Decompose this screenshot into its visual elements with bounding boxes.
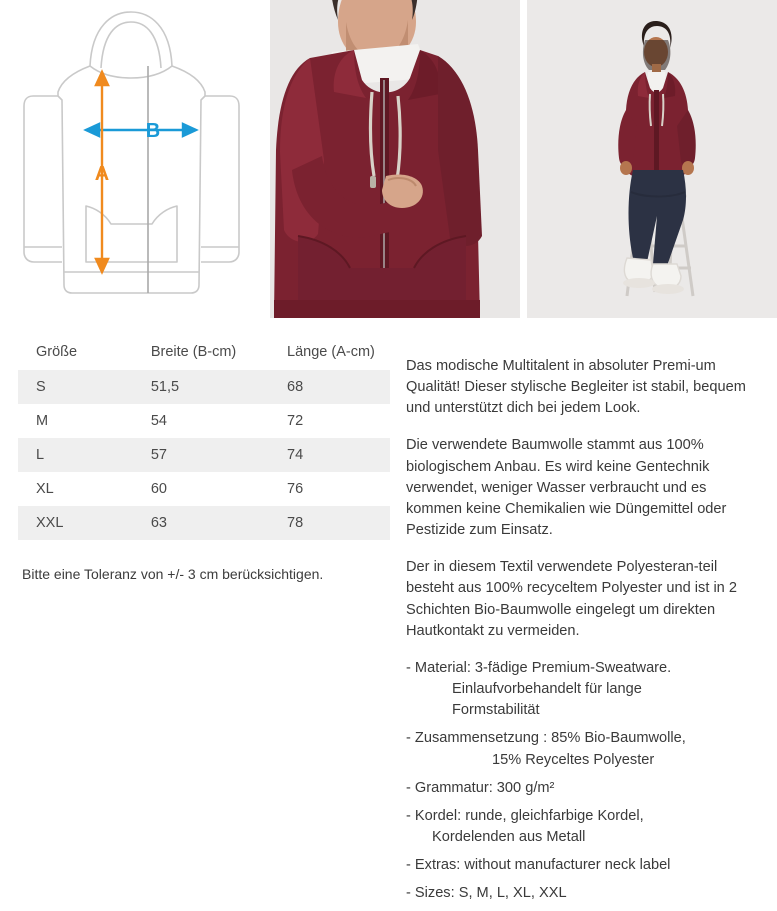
hoodie-measurement-diagram [0, 0, 263, 318]
size-table-body [18, 370, 390, 540]
cell-laenge: 74 [287, 447, 304, 463]
spec-item-extras [406, 855, 753, 876]
spec-line: - Material: 3-fädige Premium-Sweatware. [406, 659, 672, 676]
spec-line-cont: 15% Reyceltes Polyester [492, 751, 655, 768]
cell-size: S [36, 379, 46, 395]
table-row [18, 370, 390, 404]
spec-line: - Zusammensetzung : 85% Bio-Baumwolle, [406, 730, 686, 747]
cell-size: M [36, 413, 49, 429]
cell-breite: 63 [150, 515, 167, 531]
description-paragraph-1: Das modische Multitalent in absoluter Premi-um Qualität! Dieser stylische Begleiter ist stabil, bequem und unterstützt dich bei jedem Look. [406, 358, 746, 417]
table-row [18, 404, 390, 438]
spec-line: - Sizes: S, M, L, XL, XXL [406, 885, 567, 902]
product-details-section [0, 318, 777, 911]
table-row [18, 472, 390, 506]
spec-item-composition [406, 728, 753, 770]
product-photo-fullbody [527, 0, 777, 318]
spec-item-cord [406, 806, 753, 848]
spec-line: - Kordel: runde, gleichfarbige Kordel, [406, 807, 644, 824]
header-breite: Breite (B-cm) [133, 340, 269, 370]
cell-breite: 51,5 [150, 379, 180, 395]
size-table-column [0, 318, 390, 911]
description-paragraph-2: Die verwendete Baumwolle stammt aus 100% biologischem Anbau. Es wird keine Gentechnik verwendet, weniger Wasser verbraucht und es kommen keine Chemikalien wie Düngemittel oder Pestizide zum Einsatz. [406, 437, 727, 539]
cell-laenge: 76 [287, 481, 304, 497]
photo1-illustration [270, 0, 520, 318]
cell-size: XL [36, 481, 54, 497]
photo2-illustration [527, 0, 777, 318]
spec-line-cont: Kordelenden aus Metall [432, 828, 586, 845]
table-row [18, 506, 390, 540]
cell-size: XXL [36, 515, 64, 531]
cell-laenge: 72 [287, 413, 304, 429]
cell-breite: 54 [150, 413, 167, 429]
label-a: A [94, 163, 110, 185]
spec-line-cont: Einlaufvorbehandelt für lange [452, 681, 642, 698]
label-b: B [145, 120, 161, 142]
cell-size: L [36, 447, 45, 463]
header-laenge: Länge (A-cm) [269, 340, 390, 370]
cell-laenge: 68 [287, 379, 304, 395]
size-table [18, 340, 390, 540]
description-column [390, 318, 777, 911]
product-photo-closeup [270, 0, 520, 318]
product-image-strip [0, 0, 777, 318]
spec-item-sizes [406, 883, 753, 904]
size-table-head [18, 340, 390, 370]
tolerance-note: Bitte eine Toleranz von +/- 3 cm berücksichtigen. [22, 566, 324, 582]
description-paragraph-3: Der in diesem Textil verwendete Polyesteran-teil besteht aus 100% recyceltem Polyester und ist in 2 Schichten Bio-Baumwolle eingelegt um direkten Hautkontakt zu vermeiden. [406, 559, 737, 639]
spec-item-weight [406, 778, 753, 799]
cell-laenge: 78 [287, 515, 304, 531]
cell-breite: 57 [150, 447, 167, 463]
spec-item-material [406, 658, 753, 721]
table-row [18, 438, 390, 472]
technical-drawing-panel [0, 0, 263, 318]
table-header-row [18, 340, 390, 370]
header-size: Größe [18, 340, 133, 370]
spec-line: - Grammatur: 300 g/m² [406, 779, 555, 796]
specification-list [406, 658, 753, 905]
spec-line: - Extras: without manufacturer neck label [406, 857, 671, 874]
spec-line-cont2: Formstabilität [452, 702, 540, 719]
cell-breite: 60 [150, 481, 167, 497]
